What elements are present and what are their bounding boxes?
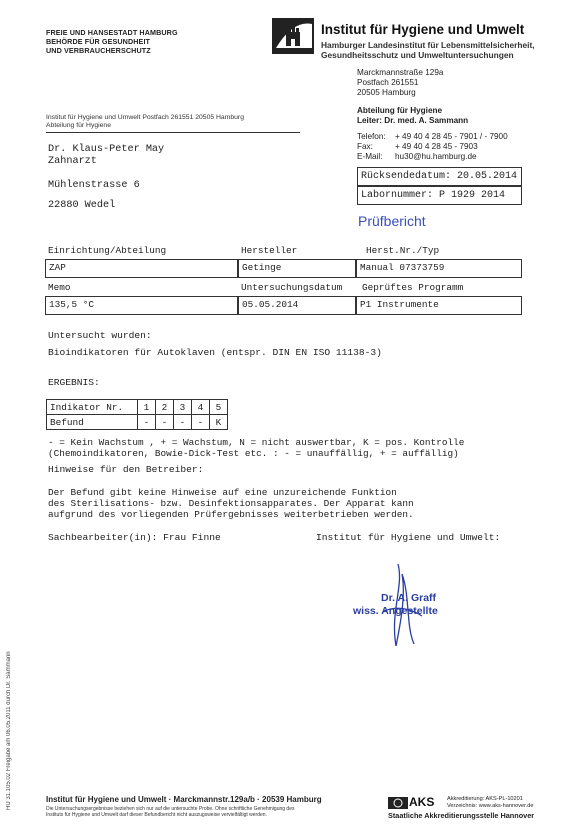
hints-line-1: Der Befund gibt keine Hinweise auf eine unzureichende Funktion xyxy=(48,487,397,498)
indicator-label: Indikator Nr. xyxy=(47,400,138,415)
authority-line-2: BEHÖRDE FÜR GESUNDHEIT xyxy=(46,36,151,46)
legend-block xyxy=(48,437,464,459)
cell-serial-type: Manual 07373759 xyxy=(356,259,522,278)
hamburg-coat-of-arms-logo xyxy=(272,18,314,54)
accreditation-body: Staatliche Akkreditierungsstelle Hannover xyxy=(388,811,535,820)
authority-block xyxy=(46,29,178,55)
footer-address: Institut für Hygiene und Umwelt · Marckmannstr.129a/b · 20539 Hamburg xyxy=(46,795,322,804)
examined-value: Bioindikatoren für Autoklaven (entspr. DIN EN ISO 11138-3) xyxy=(48,347,382,358)
indicator-result: - xyxy=(138,415,156,430)
hints-line-3: aufgrund des vorliegenden Prüfergebnisses weiterbetrieben werden. xyxy=(48,509,414,520)
recipient-street: Mühlenstrasse 6 xyxy=(48,180,140,191)
recipient-city: 22880 Wedel xyxy=(48,200,116,211)
signer-role: wiss. Angestellte xyxy=(353,605,438,617)
institute-subtitle-1: Hamburger Landesinstitut für Lebensmittelsicherheit, xyxy=(321,40,535,50)
header-program: Geprüftes Programm xyxy=(362,282,464,293)
return-date-box xyxy=(357,167,522,186)
indicator-result: - xyxy=(192,415,210,430)
cell-manufacturer: Getinge xyxy=(238,259,356,278)
fax-label: Fax: xyxy=(357,141,373,151)
header-memo: Memo xyxy=(48,282,71,293)
side-note: HU 31.105.02 Freigabe am 06.05.2011 durch Dr. Sammann xyxy=(6,651,12,810)
recipient-block xyxy=(48,144,164,212)
examined-label: Untersucht wurden: xyxy=(48,330,152,341)
indicator-number: 4 xyxy=(192,400,210,415)
sender-divider xyxy=(46,132,300,133)
institute-fax-row xyxy=(357,142,508,152)
institute-header xyxy=(321,22,535,60)
header-facility: Einrichtung/Abteilung xyxy=(48,245,167,256)
institute-city: 20505 Hamburg xyxy=(357,87,416,97)
recipient-title: Zahnarzt xyxy=(48,156,97,167)
report-title: Prüfbericht xyxy=(358,213,426,229)
header-exam-date: Untersuchungsdatum xyxy=(241,282,343,293)
cell-exam-date: 05.05.2014 xyxy=(238,296,356,315)
header-manufacturer: Hersteller xyxy=(241,245,298,256)
aks-accreditation xyxy=(447,796,533,809)
hints-line-2: des Sterilisations- bzw. Desinfektionsapparates. Der Apparat kann xyxy=(48,498,414,509)
indicator-number: 1 xyxy=(138,400,156,415)
signer-name: Dr. A. Graff xyxy=(381,592,437,604)
institute-street: Marckmannstraße 129a xyxy=(357,68,444,77)
phone-number: + 49 40 4 28 45 - 7901 / - 7900 xyxy=(395,131,508,141)
hints-block xyxy=(48,487,414,520)
indicator-number-row xyxy=(47,400,228,415)
indicator-number: 2 xyxy=(156,400,174,415)
indicator-result: K xyxy=(210,415,228,430)
institute-head: Leiter: Dr. med. A. Sammann xyxy=(357,116,469,126)
aks-emblem xyxy=(388,796,408,808)
accreditation-id: Akkreditierung: AKS-PL-10201 xyxy=(447,796,523,802)
institute-phone-row xyxy=(357,132,508,142)
lab-number: Labornummer: P 1929 2014 xyxy=(361,190,506,201)
result-row-label: Befund xyxy=(47,415,138,430)
footer-note-1: Die Untersuchungsergebnisse beziehen sich nur auf die untersuchte Probe. Ohne schriftliche Genehmigung des xyxy=(46,806,295,812)
recipient-name: Dr. Klaus-Peter May xyxy=(48,144,165,155)
aks-logo: AKS xyxy=(409,795,435,809)
institute-department: Abteilung für Hygiene xyxy=(357,106,443,116)
institute-sign-label: Institut für Hygiene und Umwelt: xyxy=(316,532,501,543)
institute-address xyxy=(357,68,508,161)
authority-line-1: FREIE UND HANSESTADT HAMBURG xyxy=(46,28,178,37)
indicator-result: - xyxy=(174,415,192,430)
authority-line-3: UND VERBRAUCHERSCHUTZ xyxy=(46,45,151,55)
footer-note-2: Instituts für Hygiene und Umwelt darf dieser Befundbericht nicht auszugsweise vervielfältigt werden. xyxy=(46,812,267,818)
institute-email-row xyxy=(357,152,508,162)
return-date: Rücksendedatum: 20.05.2014 xyxy=(361,171,518,182)
institute-po-box: Postfach 261551 xyxy=(357,77,419,87)
institute-title: Institut für Hygiene und Umwelt xyxy=(321,22,525,37)
email-label: E-Mail: xyxy=(357,151,383,161)
result-label: ERGEBNIS: xyxy=(48,377,100,388)
lab-number-box xyxy=(357,186,522,205)
institute-subtitle-2: Gesundheitsschutz und Umweltuntersuchungen xyxy=(321,50,514,60)
phone-label: Telefon: xyxy=(357,131,386,141)
indicator-table xyxy=(46,399,228,430)
cell-program: P1 Instrumente xyxy=(356,296,522,315)
indicator-number: 5 xyxy=(210,400,228,415)
indicator-result-row xyxy=(47,415,228,430)
indicator-result: - xyxy=(156,415,174,430)
indicator-number: 3 xyxy=(174,400,192,415)
sender-line-2: Abteilung für Hygiene xyxy=(46,122,111,130)
legend-line-1: - = Kein Wachstum , + = Wachstum, N = nicht auswertbar, K = pos. Kontrolle xyxy=(48,437,465,448)
header-serial-type: Herst.Nr./Typ xyxy=(366,245,440,256)
hints-label: Hinweise für den Betreiber: xyxy=(48,464,204,475)
clerk: Sachbearbeiter(in): Frau Finne xyxy=(48,532,221,543)
footer-left xyxy=(46,795,322,818)
cell-facility: ZAP xyxy=(45,259,238,278)
accreditation-directory: Verzeichnis: www.aks-hannover.de xyxy=(447,802,534,809)
email-address: hu30@hu.hamburg.de xyxy=(395,151,477,161)
sender-line-1: Institut für Hygiene und Umwelt Postfach 261551 20505 Hamburg xyxy=(46,114,244,121)
legend-line-2: (Chemoindikatoren, Bowie-Dick-Test etc. : - = unauffällig, + = auffällig) xyxy=(48,448,459,459)
sender-return-address xyxy=(46,114,244,130)
fax-number: + 49 40 4 28 45 - 7903 xyxy=(395,141,478,151)
cell-memo: 135,5 °C xyxy=(45,296,238,315)
